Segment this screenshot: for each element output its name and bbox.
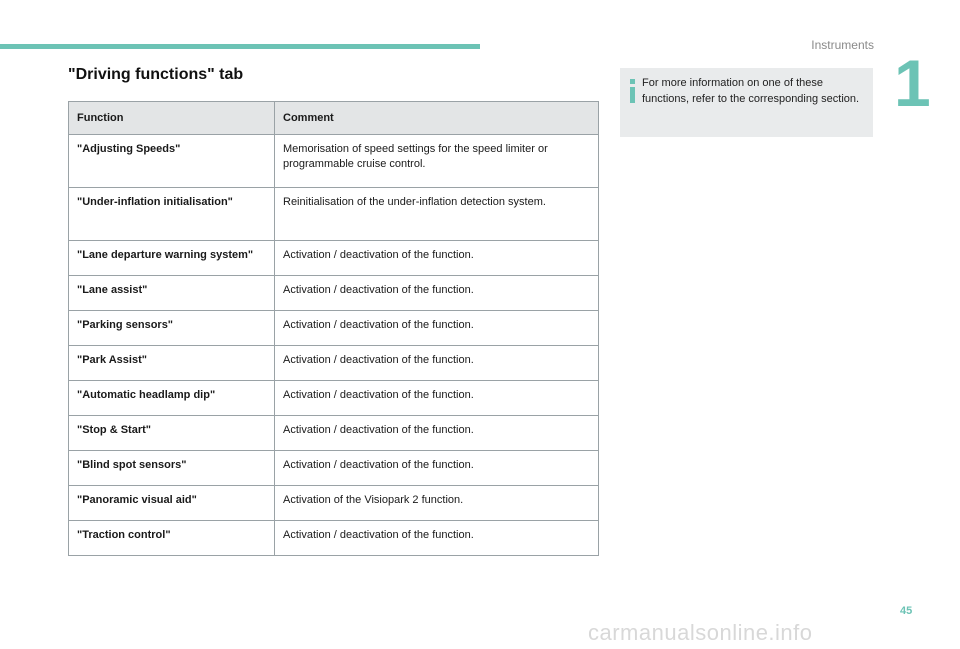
info-text: For more information on one of these functions, refer to the corresponding section.: [642, 77, 860, 105]
function-cell: "Under-inflation initialisation": [69, 188, 275, 241]
comment-cell: Activation / deactivation of the function.: [275, 381, 599, 416]
table-row: [69, 346, 599, 381]
function-cell: "Lane departure warning system": [69, 241, 275, 276]
table-row: [69, 486, 599, 521]
function-cell: "Parking sensors": [69, 311, 275, 346]
column-header-comment: Comment: [275, 102, 599, 135]
page-number: 45: [900, 605, 913, 617]
info-icon: [628, 79, 638, 105]
functions-table: [68, 101, 599, 556]
table-row: [69, 135, 599, 188]
function-cell: "Adjusting Speeds": [69, 135, 275, 188]
page-title: "Driving functions" tab: [68, 66, 244, 83]
comment-cell: Activation of the Visiopark 2 function.: [275, 486, 599, 521]
table-row: [69, 521, 599, 556]
table-row: [69, 276, 599, 311]
table-header-row: [69, 102, 599, 135]
comment-cell: Activation / deactivation of the function.: [275, 416, 599, 451]
function-cell: "Park Assist": [69, 346, 275, 381]
function-cell: "Traction control": [69, 521, 275, 556]
function-cell: "Panoramic visual aid": [69, 486, 275, 521]
comment-cell: Reinitialisation of the under-inflation detection system.: [275, 188, 599, 241]
column-header-function: Function: [69, 102, 275, 135]
comment-cell: Activation / deactivation of the function.: [275, 346, 599, 381]
section-name: Instruments: [811, 38, 874, 52]
comment-cell: Activation / deactivation of the function.: [275, 451, 599, 486]
table-row: [69, 188, 599, 241]
function-cell: "Stop & Start": [69, 416, 275, 451]
table-row: [69, 381, 599, 416]
chapter-number: 1: [894, 46, 931, 120]
comment-cell: Activation / deactivation of the function.: [275, 241, 599, 276]
function-cell: "Automatic headlamp dip": [69, 381, 275, 416]
top-accent-bar: [0, 44, 480, 49]
table-row: [69, 416, 599, 451]
comment-cell: Activation / deactivation of the function.: [275, 276, 599, 311]
table-row: [69, 451, 599, 486]
function-cell: "Blind spot sensors": [69, 451, 275, 486]
comment-cell: Activation / deactivation of the function.: [275, 521, 599, 556]
info-note: [620, 68, 873, 137]
table-row: [69, 311, 599, 346]
table-row: [69, 241, 599, 276]
comment-cell: Activation / deactivation of the function.: [275, 311, 599, 346]
function-cell: "Lane assist": [69, 276, 275, 311]
comment-cell: Memorisation of speed settings for the speed limiter or programmable cruise control.: [275, 135, 599, 188]
watermark: carmanualsonline.info: [588, 620, 813, 645]
